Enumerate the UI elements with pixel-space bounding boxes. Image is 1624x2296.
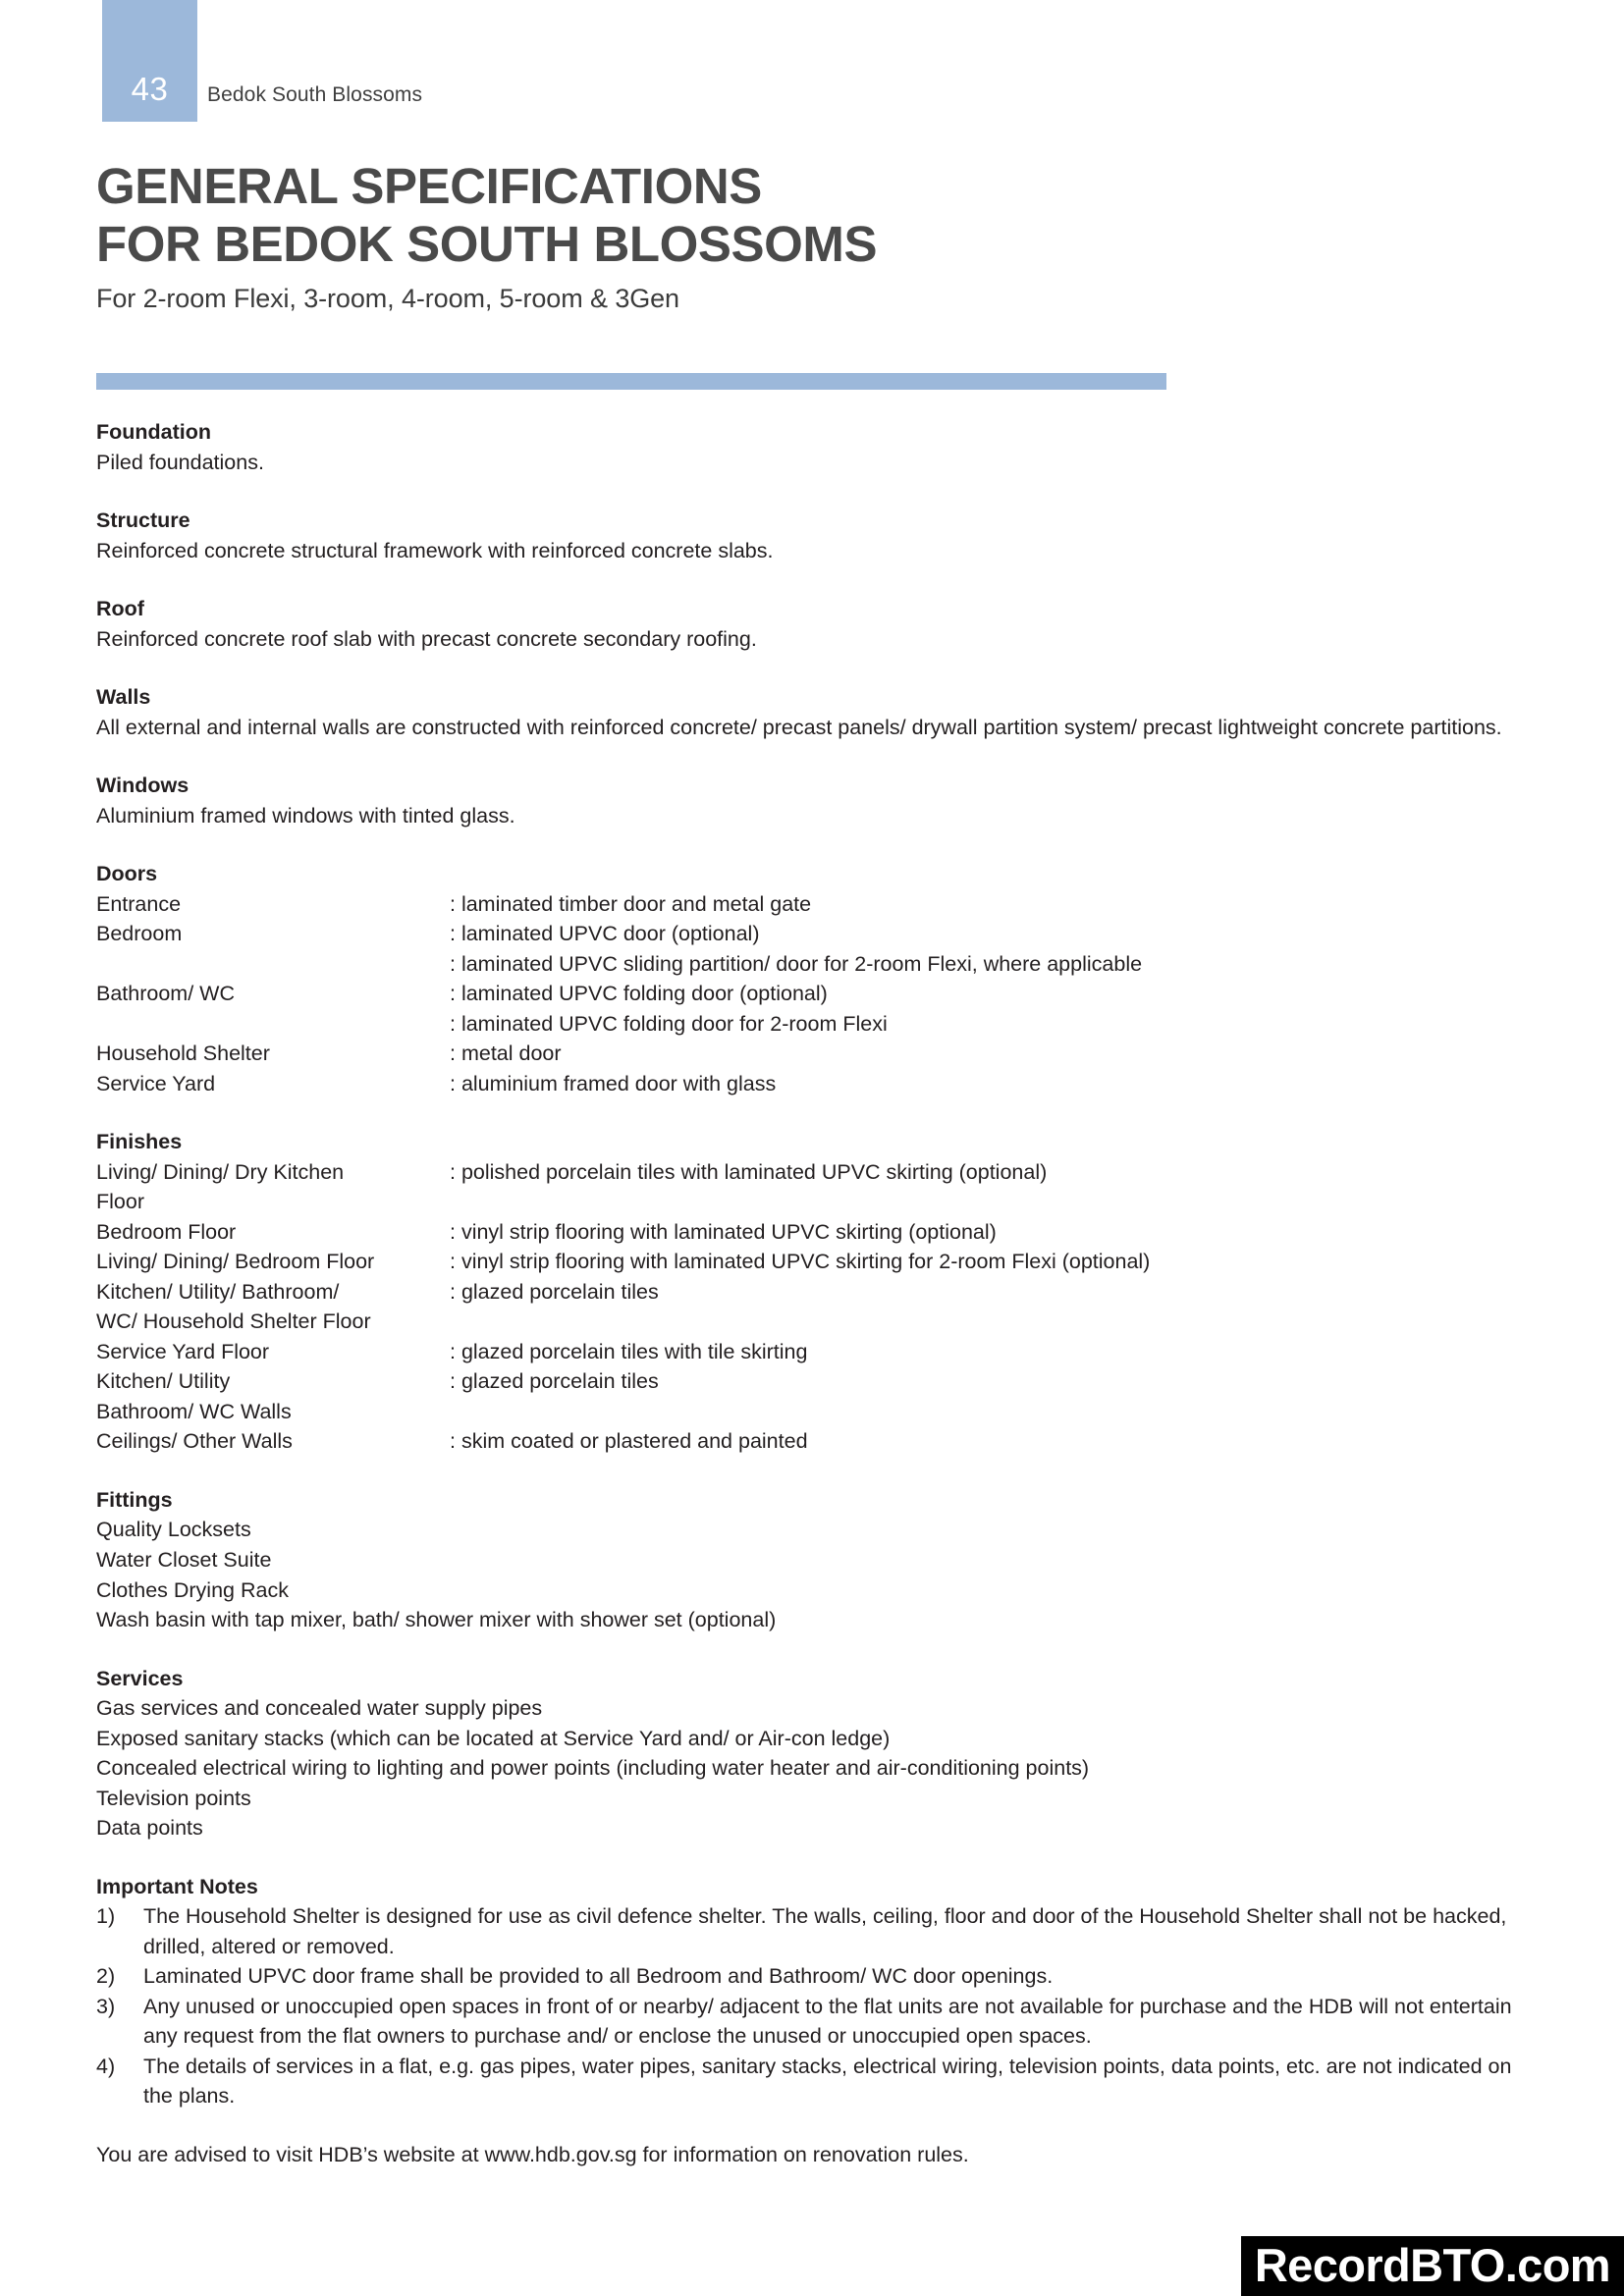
- section-heading: Foundation: [96, 420, 212, 444]
- section-heading: Walls: [96, 685, 151, 710]
- note-item: [96, 1992, 1530, 2052]
- spec-row: [96, 1277, 1530, 1308]
- spec-row: [96, 1366, 1530, 1397]
- spec-value: : polished porcelain tiles with laminated UPVC skirting (optional): [450, 1159, 1048, 1184]
- renovation-advisory: You are advised to visit HDB’s website at www.hdb.gov.sg for information on renovation rules.: [96, 2142, 969, 2166]
- spec-label: Kitchen/ Utility: [96, 1369, 231, 1394]
- section-line: Aluminium framed windows with tinted glass.: [96, 803, 515, 828]
- spec-label: Bathroom/ WC Walls: [96, 1399, 292, 1423]
- section-line: Data points: [96, 1816, 203, 1841]
- section-line: Piled foundations.: [96, 450, 264, 474]
- title-block: [96, 157, 1373, 314]
- spec-label: Floor: [96, 1190, 144, 1214]
- spec-label: Living/ Dining/ Bedroom Floor: [96, 1250, 375, 1274]
- spec-row: [96, 1069, 1530, 1099]
- spec-value: : laminated UPVC sliding partition/ door for 2-room Flexi, where applicable: [450, 951, 1143, 976]
- spec-label: Entrance: [96, 891, 182, 916]
- section-line: Wash basin with tap mixer, bath/ shower mixer with shower set (optional): [96, 1608, 777, 1632]
- note-item: [96, 2052, 1530, 2111]
- note-number: 2): [96, 1964, 116, 1989]
- spec-label: Bedroom Floor: [96, 1219, 237, 1244]
- section-important-notes: [96, 1843, 1530, 2111]
- spec-value: : aluminium framed door with glass: [450, 1071, 777, 1095]
- spec-label: Bedroom: [96, 922, 183, 946]
- spec-label: [96, 949, 450, 980]
- section-heading: Structure: [96, 508, 190, 533]
- title-divider: [96, 373, 1166, 390]
- section-line: Clothes Drying Rack: [96, 1577, 289, 1602]
- spec-label: Service Yard Floor: [96, 1339, 270, 1363]
- note-number: 3): [96, 1994, 116, 2018]
- spec-value: : vinyl strip flooring with laminated UPVC skirting for 2-room Flexi (optional): [450, 1250, 1151, 1274]
- section-heading: Doors: [96, 862, 158, 886]
- section-heading: Services: [96, 1666, 184, 1690]
- spec-label: [96, 1009, 450, 1040]
- section-heading: Finishes: [96, 1130, 183, 1154]
- spec-row: [96, 1039, 1530, 1069]
- spec-row: [96, 889, 1530, 920]
- page-number-badge: 43: [102, 0, 197, 122]
- section-walls: [96, 654, 1530, 742]
- section-windows: [96, 742, 1530, 830]
- section-line: All external and internal walls are constructed with reinforced concrete/ precast panels/ drywall partition system/ precast lightweight concrete partitions.: [96, 715, 1502, 739]
- section-foundation: [96, 417, 1530, 477]
- spec-label: Service Yard: [96, 1071, 216, 1095]
- spec-value: : vinyl strip flooring with laminated UPVC skirting (optional): [450, 1219, 997, 1244]
- section-structure: [96, 477, 1530, 565]
- note-text: Laminated UPVC door frame shall be provided to all Bedroom and Bathroom/ WC door openings.: [143, 1964, 1054, 1989]
- spec-row: [96, 1397, 1530, 1427]
- spec-row: [96, 1337, 1530, 1367]
- section-services: [96, 1635, 1530, 1843]
- note-item: [96, 1961, 1530, 1992]
- spec-row: [96, 979, 1530, 1009]
- spec-row: [96, 1307, 1530, 1337]
- page-title: [96, 157, 1373, 273]
- section-line: Exposed sanitary stacks (which can be located at Service Yard and/ or Air-con ledge): [96, 1726, 891, 1750]
- spec-value: : glazed porcelain tiles with tile skirting: [450, 1339, 808, 1363]
- spec-label: Kitchen/ Utility/ Bathroom/: [96, 1279, 340, 1304]
- section-fittings: [96, 1457, 1530, 1635]
- spec-label: Ceilings/ Other Walls: [96, 1429, 293, 1454]
- spec-label: Bathroom/ WC: [96, 982, 235, 1006]
- spec-row: [96, 1009, 1530, 1040]
- section-line: Quality Locksets: [96, 1518, 251, 1542]
- spec-row: [96, 1217, 1530, 1248]
- spec-label: Living/ Dining/ Dry Kitchen: [96, 1159, 345, 1184]
- page-subtitle: For 2-room Flexi, 3-room, 4-room, 5-room & 3Gen: [96, 284, 679, 314]
- note-item: [96, 1901, 1530, 1961]
- spec-row: [96, 1187, 1530, 1217]
- section-line: Gas services and concealed water supply pipes: [96, 1696, 543, 1721]
- section-line: Water Closet Suite: [96, 1547, 272, 1572]
- note-text: Any unused or unoccupied open spaces in front of or nearby/ adjacent to the flat units are not available for purchase and the HDB will not entertain any request from the flat owners to purchase and/ or enclose the unused or unoccupied open spaces.: [143, 1994, 1512, 2049]
- spec-value: [450, 1397, 1530, 1427]
- section-heading: Roof: [96, 597, 144, 621]
- page-title-line-1: GENERAL SPECIFICATIONS: [96, 158, 762, 214]
- spec-value: : laminated UPVC folding door (optional): [450, 982, 828, 1006]
- section-roof: [96, 565, 1530, 654]
- spec-value: : glazed porcelain tiles: [450, 1369, 659, 1394]
- section-heading: Windows: [96, 774, 189, 798]
- page-title-line-2: FOR BEDOK SOUTH BLOSSOMS: [96, 216, 878, 273]
- spec-label: WC/ Household Shelter Floor: [96, 1309, 371, 1334]
- spec-label: Household Shelter: [96, 1041, 270, 1066]
- spec-row: [96, 1247, 1530, 1277]
- section-line: Television points: [96, 1786, 251, 1810]
- spec-value: [450, 1187, 1530, 1217]
- section-finishes: [96, 1098, 1530, 1457]
- section-line: Reinforced concrete roof slab with precast concrete secondary roofing.: [96, 626, 757, 651]
- section-doors: [96, 830, 1530, 1098]
- note-text: The details of services in a flat, e.g. gas pipes, water pipes, sanitary stacks, electrical wiring, television points, data points, etc. are not indicated on the plans.: [143, 2054, 1512, 2109]
- spec-value: : laminated UPVC door (optional): [450, 922, 760, 946]
- spec-row: [96, 1157, 1530, 1188]
- spec-value: : metal door: [450, 1041, 562, 1066]
- page-header: [0, 0, 1624, 122]
- note-number: 4): [96, 2054, 116, 2078]
- section-line: Reinforced concrete structural framework with reinforced concrete slabs.: [96, 538, 774, 562]
- section-heading: Important Notes: [96, 1874, 258, 1898]
- section-line: Concealed electrical wiring to lighting and power points (including water heater and air-conditioning points): [96, 1756, 1090, 1781]
- section-heading: Fittings: [96, 1487, 173, 1512]
- spec-value: : laminated timber door and metal gate: [450, 891, 812, 916]
- header-project-name: Bedok South Blossoms: [207, 83, 423, 106]
- spec-row: [96, 949, 1530, 980]
- spec-value: : laminated UPVC folding door for 2-room Flexi: [450, 1011, 888, 1036]
- watermark-recordbto: RecordBTO.com: [1241, 2236, 1624, 2296]
- spec-value: [450, 1307, 1530, 1337]
- spec-row: [96, 919, 1530, 949]
- specifications-body: [96, 417, 1530, 2169]
- spec-value: : glazed porcelain tiles: [450, 1279, 659, 1304]
- spec-value: : skim coated or plastered and painted: [450, 1429, 808, 1454]
- note-number: 1): [96, 1904, 116, 1929]
- spec-row: [96, 1426, 1530, 1457]
- note-text: The Household Shelter is designed for use as civil defence shelter. The walls, ceiling, floor and door of the Household Shelter shall not be hacked, drilled, altered or removed.: [143, 1904, 1507, 1958]
